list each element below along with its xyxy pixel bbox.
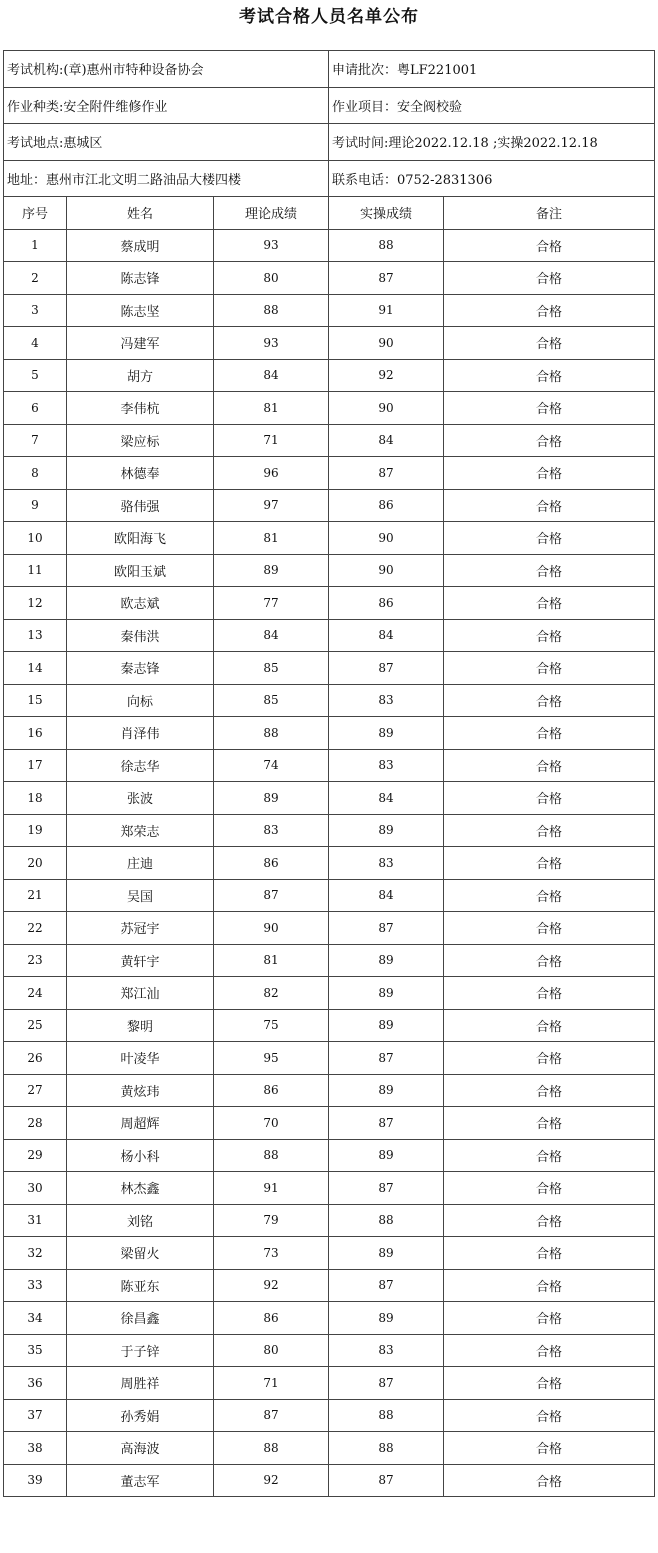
index-cell: 35 xyxy=(4,1334,67,1367)
theory-score-cell: 88 xyxy=(214,1432,329,1465)
theory-score-cell: 84 xyxy=(214,359,329,392)
index-cell: 14 xyxy=(4,652,67,685)
index-cell: 32 xyxy=(4,1237,67,1270)
theory-score-cell: 71 xyxy=(214,424,329,457)
remark-cell: 合格 xyxy=(444,1237,655,1270)
theory-score-cell: 80 xyxy=(214,1334,329,1367)
header-name: 姓名 xyxy=(67,197,214,230)
index-cell: 34 xyxy=(4,1302,67,1335)
theory-score-cell: 87 xyxy=(214,879,329,912)
batch-cell: 申请批次：粤LF221001 xyxy=(329,51,655,88)
table-row xyxy=(4,587,655,620)
remark-cell: 合格 xyxy=(444,1009,655,1042)
index-cell: 33 xyxy=(4,1269,67,1302)
practical-score-cell: 87 xyxy=(329,912,444,945)
table-row xyxy=(4,1172,655,1205)
table-row xyxy=(4,294,655,327)
table-row xyxy=(4,684,655,717)
index-cell: 22 xyxy=(4,912,67,945)
index-cell: 28 xyxy=(4,1107,67,1140)
practical-score-cell: 83 xyxy=(329,749,444,782)
practical-score-cell: 88 xyxy=(329,1204,444,1237)
header-theory-score: 理论成绩 xyxy=(214,197,329,230)
theory-score-cell: 97 xyxy=(214,489,329,522)
theory-score-cell: 86 xyxy=(214,847,329,880)
index-cell: 19 xyxy=(4,814,67,847)
name-cell: 孙秀娟 xyxy=(67,1399,214,1432)
remark-cell: 合格 xyxy=(444,1302,655,1335)
theory-score-cell: 96 xyxy=(214,457,329,490)
work-item-cell: 作业项目：安全阀校验 xyxy=(329,87,655,124)
index-cell: 17 xyxy=(4,749,67,782)
table-row xyxy=(4,457,655,490)
theory-score-cell: 91 xyxy=(214,1172,329,1205)
practical-score-cell: 89 xyxy=(329,814,444,847)
practical-score-cell: 88 xyxy=(329,1399,444,1432)
index-cell: 27 xyxy=(4,1074,67,1107)
theory-score-cell: 83 xyxy=(214,814,329,847)
name-cell: 周胜祥 xyxy=(67,1367,214,1400)
practical-score-cell: 89 xyxy=(329,1237,444,1270)
remark-cell: 合格 xyxy=(444,912,655,945)
index-cell: 3 xyxy=(4,294,67,327)
table-row xyxy=(4,1042,655,1075)
theory-score-cell: 88 xyxy=(214,717,329,750)
practical-score-cell: 84 xyxy=(329,782,444,815)
table-row xyxy=(4,1367,655,1400)
name-cell: 秦伟洪 xyxy=(67,619,214,652)
remark-cell: 合格 xyxy=(444,1204,655,1237)
remark-cell: 合格 xyxy=(444,1464,655,1497)
table-row xyxy=(4,327,655,360)
theory-score-cell: 71 xyxy=(214,1367,329,1400)
theory-score-cell: 93 xyxy=(214,327,329,360)
table-row xyxy=(4,522,655,555)
remark-cell: 合格 xyxy=(444,652,655,685)
remark-cell: 合格 xyxy=(444,1172,655,1205)
info-row-institution xyxy=(4,51,655,88)
name-cell: 高海波 xyxy=(67,1432,214,1465)
table-row xyxy=(4,749,655,782)
theory-score-cell: 81 xyxy=(214,392,329,425)
theory-score-cell: 92 xyxy=(214,1464,329,1497)
name-cell: 冯建军 xyxy=(67,327,214,360)
address-cell: 地址：惠州市江北文明二路油品大楼四楼 xyxy=(4,160,329,197)
index-cell: 29 xyxy=(4,1139,67,1172)
index-cell: 38 xyxy=(4,1432,67,1465)
theory-score-cell: 74 xyxy=(214,749,329,782)
remark-cell: 合格 xyxy=(444,1399,655,1432)
practical-score-cell: 87 xyxy=(329,1107,444,1140)
practical-score-cell: 87 xyxy=(329,1464,444,1497)
name-cell: 林德奉 xyxy=(67,457,214,490)
remark-cell: 合格 xyxy=(444,1367,655,1400)
results-table xyxy=(3,50,655,1497)
index-cell: 39 xyxy=(4,1464,67,1497)
index-cell: 24 xyxy=(4,977,67,1010)
theory-score-cell: 95 xyxy=(214,1042,329,1075)
index-cell: 20 xyxy=(4,847,67,880)
practical-score-cell: 86 xyxy=(329,489,444,522)
remark-cell: 合格 xyxy=(444,1139,655,1172)
index-cell: 9 xyxy=(4,489,67,522)
index-cell: 5 xyxy=(4,359,67,392)
name-cell: 向标 xyxy=(67,684,214,717)
table-row xyxy=(4,1074,655,1107)
name-cell: 梁应标 xyxy=(67,424,214,457)
table-row xyxy=(4,1432,655,1465)
table-row xyxy=(4,1204,655,1237)
theory-score-cell: 89 xyxy=(214,782,329,815)
table-row xyxy=(4,847,655,880)
theory-score-cell: 70 xyxy=(214,1107,329,1140)
name-cell: 林杰鑫 xyxy=(67,1172,214,1205)
table-row xyxy=(4,1139,655,1172)
table-row xyxy=(4,554,655,587)
table-row xyxy=(4,424,655,457)
remark-cell: 合格 xyxy=(444,1432,655,1465)
name-cell: 黄炫玮 xyxy=(67,1074,214,1107)
name-cell: 庄迪 xyxy=(67,847,214,880)
table-row xyxy=(4,359,655,392)
index-cell: 4 xyxy=(4,327,67,360)
info-row-exam xyxy=(4,124,655,161)
practical-score-cell: 87 xyxy=(329,1367,444,1400)
remark-cell: 合格 xyxy=(444,749,655,782)
theory-score-cell: 81 xyxy=(214,944,329,977)
remark-cell: 合格 xyxy=(444,424,655,457)
table-row xyxy=(4,912,655,945)
name-cell: 胡方 xyxy=(67,359,214,392)
name-cell: 于子锌 xyxy=(67,1334,214,1367)
theory-score-cell: 80 xyxy=(214,262,329,295)
table-row xyxy=(4,717,655,750)
remark-cell: 合格 xyxy=(444,262,655,295)
table-row xyxy=(4,489,655,522)
index-cell: 25 xyxy=(4,1009,67,1042)
practical-score-cell: 87 xyxy=(329,262,444,295)
remark-cell: 合格 xyxy=(444,1269,655,1302)
table-row xyxy=(4,652,655,685)
table-row xyxy=(4,262,655,295)
practical-score-cell: 87 xyxy=(329,1269,444,1302)
theory-score-cell: 86 xyxy=(214,1302,329,1335)
name-cell: 杨小科 xyxy=(67,1139,214,1172)
remark-cell: 合格 xyxy=(444,684,655,717)
practical-score-cell: 87 xyxy=(329,652,444,685)
index-cell: 13 xyxy=(4,619,67,652)
table-header-row xyxy=(4,197,655,230)
table-row xyxy=(4,619,655,652)
theory-score-cell: 90 xyxy=(214,912,329,945)
table-row xyxy=(4,392,655,425)
practical-score-cell: 83 xyxy=(329,1334,444,1367)
name-cell: 黄轩宇 xyxy=(67,944,214,977)
name-cell: 周超辉 xyxy=(67,1107,214,1140)
theory-score-cell: 84 xyxy=(214,619,329,652)
info-row-work xyxy=(4,87,655,124)
index-cell: 12 xyxy=(4,587,67,620)
name-cell: 李伟杭 xyxy=(67,392,214,425)
practical-score-cell: 89 xyxy=(329,717,444,750)
index-cell: 36 xyxy=(4,1367,67,1400)
theory-score-cell: 79 xyxy=(214,1204,329,1237)
theory-score-cell: 73 xyxy=(214,1237,329,1270)
name-cell: 陈志锋 xyxy=(67,262,214,295)
remark-cell: 合格 xyxy=(444,294,655,327)
table-row xyxy=(4,1302,655,1335)
name-cell: 肖泽伟 xyxy=(67,717,214,750)
theory-score-cell: 92 xyxy=(214,1269,329,1302)
index-cell: 10 xyxy=(4,522,67,555)
table-row xyxy=(4,1009,655,1042)
index-cell: 26 xyxy=(4,1042,67,1075)
theory-score-cell: 88 xyxy=(214,294,329,327)
name-cell: 蔡成明 xyxy=(67,229,214,262)
table-row xyxy=(4,1237,655,1270)
name-cell: 陈亚东 xyxy=(67,1269,214,1302)
practical-score-cell: 89 xyxy=(329,977,444,1010)
index-cell: 30 xyxy=(4,1172,67,1205)
theory-score-cell: 85 xyxy=(214,684,329,717)
table-row xyxy=(4,1334,655,1367)
name-cell: 叶凌华 xyxy=(67,1042,214,1075)
theory-score-cell: 87 xyxy=(214,1399,329,1432)
name-cell: 欧阳玉斌 xyxy=(67,554,214,587)
theory-score-cell: 93 xyxy=(214,229,329,262)
remark-cell: 合格 xyxy=(444,944,655,977)
remark-cell: 合格 xyxy=(444,489,655,522)
practical-score-cell: 88 xyxy=(329,229,444,262)
practical-score-cell: 87 xyxy=(329,1042,444,1075)
practical-score-cell: 91 xyxy=(329,294,444,327)
remark-cell: 合格 xyxy=(444,229,655,262)
remark-cell: 合格 xyxy=(444,879,655,912)
theory-score-cell: 82 xyxy=(214,977,329,1010)
theory-score-cell: 89 xyxy=(214,554,329,587)
name-cell: 欧志斌 xyxy=(67,587,214,620)
practical-score-cell: 87 xyxy=(329,1172,444,1205)
remark-cell: 合格 xyxy=(444,327,655,360)
theory-score-cell: 86 xyxy=(214,1074,329,1107)
table-row xyxy=(4,782,655,815)
name-cell: 徐志华 xyxy=(67,749,214,782)
practical-score-cell: 89 xyxy=(329,1139,444,1172)
info-row-contact xyxy=(4,160,655,197)
theory-score-cell: 75 xyxy=(214,1009,329,1042)
name-cell: 徐昌鑫 xyxy=(67,1302,214,1335)
page-title: 考试合格人员名单公布 xyxy=(239,7,419,27)
theory-score-cell: 77 xyxy=(214,587,329,620)
practical-score-cell: 90 xyxy=(329,522,444,555)
theory-score-cell: 85 xyxy=(214,652,329,685)
exam-time-cell: 考试时间:理论2022.12.18 ;实操2022.12.18 xyxy=(329,124,655,161)
table-row xyxy=(4,977,655,1010)
index-cell: 31 xyxy=(4,1204,67,1237)
header-remark: 备注 xyxy=(444,197,655,230)
practical-score-cell: 84 xyxy=(329,879,444,912)
exam-location-cell: 考试地点:惠城区 xyxy=(4,124,329,161)
remark-cell: 合格 xyxy=(444,554,655,587)
table-row xyxy=(4,1464,655,1497)
name-cell: 郑荣志 xyxy=(67,814,214,847)
practical-score-cell: 92 xyxy=(329,359,444,392)
remark-cell: 合格 xyxy=(444,847,655,880)
remark-cell: 合格 xyxy=(444,587,655,620)
table-row xyxy=(4,1107,655,1140)
practical-score-cell: 89 xyxy=(329,1302,444,1335)
table-row xyxy=(4,879,655,912)
name-cell: 董志军 xyxy=(67,1464,214,1497)
practical-score-cell: 88 xyxy=(329,1432,444,1465)
practical-score-cell: 86 xyxy=(329,587,444,620)
name-cell: 梁留火 xyxy=(67,1237,214,1270)
work-type-cell: 作业种类:安全附件维修作业 xyxy=(4,87,329,124)
name-cell: 郑江汕 xyxy=(67,977,214,1010)
name-cell: 欧阳海飞 xyxy=(67,522,214,555)
remark-cell: 合格 xyxy=(444,814,655,847)
practical-score-cell: 84 xyxy=(329,424,444,457)
remark-cell: 合格 xyxy=(444,1107,655,1140)
practical-score-cell: 83 xyxy=(329,684,444,717)
index-cell: 15 xyxy=(4,684,67,717)
remark-cell: 合格 xyxy=(444,717,655,750)
index-cell: 21 xyxy=(4,879,67,912)
table-row xyxy=(4,229,655,262)
index-cell: 18 xyxy=(4,782,67,815)
remark-cell: 合格 xyxy=(444,359,655,392)
theory-score-cell: 88 xyxy=(214,1139,329,1172)
table-row xyxy=(4,814,655,847)
index-cell: 11 xyxy=(4,554,67,587)
index-cell: 7 xyxy=(4,424,67,457)
practical-score-cell: 89 xyxy=(329,944,444,977)
practical-score-cell: 90 xyxy=(329,554,444,587)
name-cell: 刘铭 xyxy=(67,1204,214,1237)
practical-score-cell: 87 xyxy=(329,457,444,490)
practical-score-cell: 89 xyxy=(329,1074,444,1107)
remark-cell: 合格 xyxy=(444,1042,655,1075)
name-cell: 张波 xyxy=(67,782,214,815)
remark-cell: 合格 xyxy=(444,782,655,815)
index-cell: 8 xyxy=(4,457,67,490)
remark-cell: 合格 xyxy=(444,1074,655,1107)
index-cell: 37 xyxy=(4,1399,67,1432)
remark-cell: 合格 xyxy=(444,619,655,652)
remark-cell: 合格 xyxy=(444,457,655,490)
practical-score-cell: 90 xyxy=(329,392,444,425)
phone-cell: 联系电话：0752-2831306 xyxy=(329,160,655,197)
name-cell: 陈志坚 xyxy=(67,294,214,327)
name-cell: 秦志锋 xyxy=(67,652,214,685)
index-cell: 1 xyxy=(4,229,67,262)
name-cell: 吴国 xyxy=(67,879,214,912)
practical-score-cell: 89 xyxy=(329,1009,444,1042)
index-cell: 2 xyxy=(4,262,67,295)
remark-cell: 合格 xyxy=(444,1334,655,1367)
remark-cell: 合格 xyxy=(444,392,655,425)
practical-score-cell: 83 xyxy=(329,847,444,880)
practical-score-cell: 84 xyxy=(329,619,444,652)
remark-cell: 合格 xyxy=(444,522,655,555)
name-cell: 苏冠宇 xyxy=(67,912,214,945)
name-cell: 黎明 xyxy=(67,1009,214,1042)
table-row xyxy=(4,1399,655,1432)
index-cell: 6 xyxy=(4,392,67,425)
index-cell: 16 xyxy=(4,717,67,750)
index-cell: 23 xyxy=(4,944,67,977)
practical-score-cell: 90 xyxy=(329,327,444,360)
name-cell: 骆伟强 xyxy=(67,489,214,522)
theory-score-cell: 81 xyxy=(214,522,329,555)
header-index: 序号 xyxy=(4,197,67,230)
table-row xyxy=(4,944,655,977)
remark-cell: 合格 xyxy=(444,977,655,1010)
table-row xyxy=(4,1269,655,1302)
header-practical-score: 实操成绩 xyxy=(329,197,444,230)
institution-cell: 考试机构:(章)惠州市特种设备协会 xyxy=(4,51,329,88)
